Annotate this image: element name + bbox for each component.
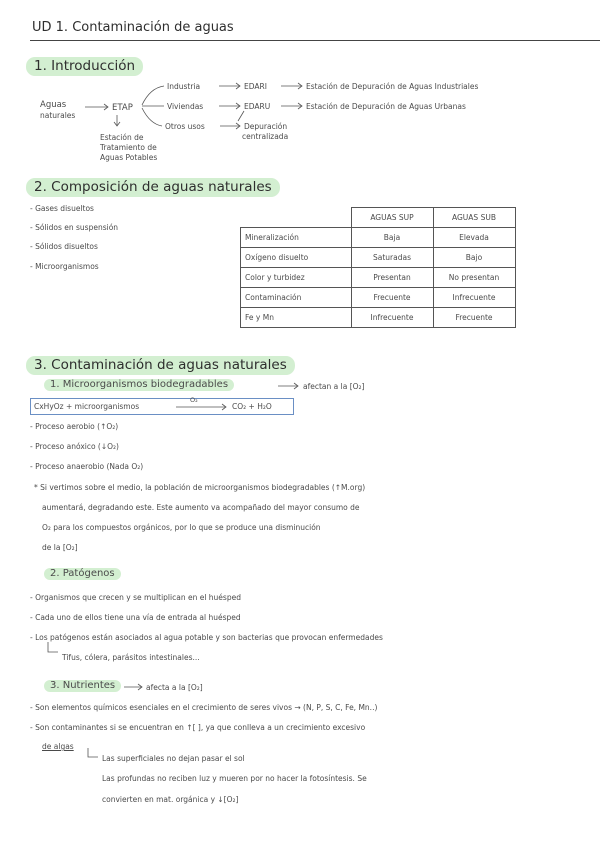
table-cell: Presentan [351,268,433,288]
estacion-line-2: Tratamiento de [100,143,157,152]
nutrientes-note: afecta a la [O₂] [146,683,203,692]
micro-item-1: - Proceso aerobio (↑O₂) [30,422,119,431]
equation-left: CxHyOz + microorganismos [34,402,140,411]
patogenos-item-3: - Los patógenos están asociados al agua potable y son bacterias que provocan enfermedades [30,633,383,642]
aguas-label: Aguas [40,100,67,110]
nutrientes-sub-2: Las profundas no reciben luz y mueren por no hacer la fotosíntesis. Se [102,774,367,783]
estacion-line-1: Estación de [100,133,144,142]
table-cell: Saturadas [351,248,433,268]
table-cell: Baja [351,228,433,248]
branch-industria: Industria [167,82,201,91]
branch-viviendas: Viviendas [167,102,204,111]
table-cell: Frecuente [351,288,433,308]
equation-right: CO₂ + H₂O [232,402,272,411]
centralizada-label: centralizada [242,132,289,141]
equation-over: O₂ [190,396,198,404]
patogenos-item-2: - Cada uno de ellos tiene una vía de entrada al huésped [30,613,241,622]
depuracion-label: Depuración [244,122,288,131]
table-cell: Elevada [433,228,515,248]
edaru-code: EDARU [244,102,271,111]
edari-desc: Estación de Depuración de Aguas Industriales [306,82,479,91]
page-title: UD 1. Contaminación de aguas [32,20,234,35]
micro-note: afectan a la [O₂] [303,382,365,391]
table-cell: No presentan [433,268,515,288]
micro-para-1: * Si vertimos sobre el medio, la población de microorganismos biodegradables (↑M.org) [34,483,366,492]
comp-item-4: - Microorganismos [30,262,99,271]
etap-label: ETAP [112,103,133,113]
table-cell: Color y turbidez [241,268,352,288]
subheading-microorganismos: 1. Microorganismos biodegradables [44,379,234,391]
nutrientes-sub-3: convierten en mat. orgánica y ↓[O₂] [102,795,239,804]
section-heading-contaminacion: 3. Contaminación de aguas naturales [26,356,295,375]
nutrientes-item-1: - Son elementos químicos esenciales en el crecimiento de seres vivos → (N, P, S, C, Fe, Mn..) [30,703,378,712]
patogenos-sub: Tifus, cólera, parásitos intestinales... [62,653,200,662]
micro-item-2: - Proceso anóxico (↓O₂) [30,442,119,451]
micro-para-2: aumentará, degradando este. Este aumento va acompañado del mayor consumo de [42,503,360,512]
patogenos-item-1: - Organismos que crecen y se multiplican en el huésped [30,593,241,602]
subheading-nutrientes: 3. Nutrientes [44,680,121,692]
micro-para-3: O₂ para los compuestos orgánicos, por lo que se produce una disminución [42,523,321,532]
nutrientes-sub-1: Las superficiales no dejan pasar el sol [102,754,245,763]
edaru-desc: Estación de Depuración de Aguas Urbanas [306,102,466,111]
table-cell: Oxígeno disuelto [241,248,352,268]
table-cell: Contaminación [241,288,352,308]
section-heading-intro: 1. Introducción [26,57,143,76]
edari-code: EDARI [244,82,267,91]
micro-para-4: de la [O₂] [42,543,78,552]
nutrientes-item-2: - Son contaminantes si se encuentran en ↑[ ], ya que conlleva a un crecimiento excesivo [30,723,366,732]
estacion-line-3: Aguas Potables [100,153,158,162]
naturales-label: naturales [40,111,76,120]
table-cell: Mineralización [241,228,352,248]
table-cell: Infrecuente [433,288,515,308]
comp-item-3: - Sólidos disueltos [30,242,98,251]
branch-otros: Otros usos [165,122,205,131]
comp-item-1: - Gases disueltos [30,204,94,213]
section-heading-composicion: 2. Composición de aguas naturales [26,178,280,197]
subheading-patogenos: 2. Patógenos [44,568,121,580]
table-cell: Frecuente [433,308,515,328]
nutrientes-algas: de algas [42,742,74,751]
table-cell: Infrecuente [351,308,433,328]
table-header-sub: AGUAS SUB [433,208,515,228]
table-cell: Fe y Mn [241,308,352,328]
table-cell: Bajo [433,248,515,268]
comp-item-2: - Sólidos en suspensión [30,223,119,232]
table-header-sup: AGUAS SUP [351,208,433,228]
micro-item-3: - Proceso anaerobio (Nada O₂) [30,462,144,471]
